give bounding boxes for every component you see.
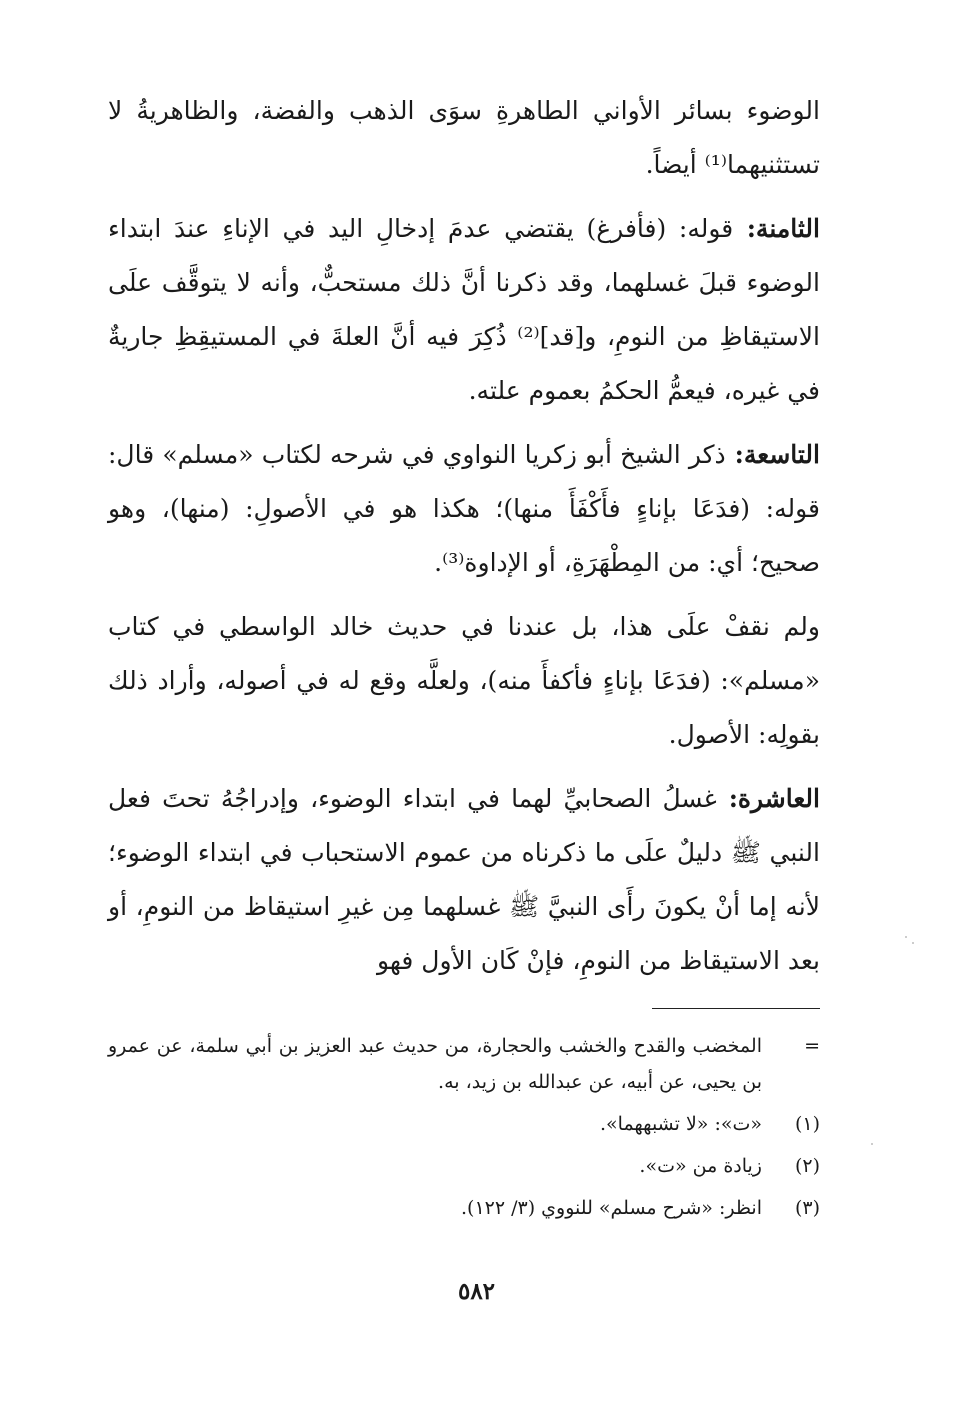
footnotes — [108, 1028, 820, 1232]
paragraph-1 — [108, 84, 820, 192]
footnote-marker: (٣) — [794, 1197, 820, 1219]
paragraph-text: قوله: (فأفرغ) يقتضي عدمَ إدخالِ اليد في الإناءِ عندَ ابتداء الوضوء قبلَ غسلهما، وقد ذكرنا أنَّ ذلك مستحبٌّ، وأنه لا يتوقَّف علَى الاستيقاظِ من النومِ، و[قد]⁽²⁾ ذُكِرَ فيه أنَّ العلةَ في المستيقِظِ جاريةٌ في غيره، فيعمُّ الحكمُ بعموم علته. — [108, 214, 820, 405]
footnote-text: «ت»: «لا تشبههما». — [599, 1113, 762, 1135]
page-number: ٥٨٢ — [457, 1278, 496, 1305]
paragraph-4 — [108, 600, 820, 762]
scan-speck — [871, 1143, 873, 1145]
paragraph-eighth — [108, 202, 820, 418]
paragraph-text: ذكر الشيخ أبو زكريا النواوي في شرحه لكتاب «مسلم» قال: قوله: (فدَعَا بإناءٍ فأَكْفَأَ منها)؛ هكذا هو في الأصولِ: (منها)، وهو صحيح؛ أي: من المِطْهَرَةِ، أو الإداوة⁽³⁾. — [108, 440, 820, 577]
scan-speck — [912, 942, 914, 944]
footnote-continuation — [108, 1028, 820, 1100]
footnote-text: المخضب والقدح والخشب والحجارة، من حديث عبد العزيز بن أبي سلمة، عن عمرو بن يحيى، عن أبيه، عن عبدالله بن زيد، به. — [108, 1035, 762, 1093]
main-text — [108, 84, 820, 998]
footnote-text: انظر: «شرح مسلم» للنووي (٣/ ١٢٢). — [460, 1197, 762, 1219]
footnote-marker: = — [804, 1035, 820, 1057]
footnote-marker: (٢) — [794, 1155, 820, 1177]
paragraph-ninth — [108, 428, 820, 590]
paragraph-heading: التاسعة: — [725, 440, 820, 469]
footnote-3 — [108, 1190, 820, 1226]
scan-speck — [905, 936, 907, 938]
footnote-2 — [108, 1148, 820, 1184]
footnote-1 — [108, 1106, 820, 1142]
footnote-text: زيادة من «ت». — [639, 1155, 762, 1177]
paragraph-heading: الثامنة: — [733, 214, 820, 243]
paragraph-text: ولم نقفْ علَى هذا، بل عندنا في حديث خالد الواسطي في كتاب «مسلم»: (فدَعَا بإناءٍ فأكفأَ منه)، ولعلَّه وقع له في أصوله، وأراد ذلك بقولِه: الأصول. — [108, 612, 820, 749]
paragraph-tenth — [108, 772, 820, 988]
footnote-marker: (١) — [794, 1113, 820, 1135]
footnote-separator — [652, 1008, 820, 1009]
paragraph-heading: العاشرة: — [716, 784, 820, 813]
paragraph-text: الوضوء بسائر الأواني الطاهرةِ سوَى الذهب والفضة، والظاهريةُ لا تستثنيهما⁽¹⁾ أيضاً. — [108, 96, 820, 179]
paragraph-text: غسلُ الصحابيِّ لهما في ابتداء الوضوء، وإدراجُهُ تحتَ فعل النبي ﷺ دليلٌ علَى ما ذكرناه من عموم الاستحباب في ابتداء الوضوء؛ لأنه إما أنْ يكونَ رأَى النبيَّ ﷺ غسلهما مِن غيرِ استيقاظ من النومِ، أو بعد الاستيقاظ من النومِ، فإنْ كَان الأول فهو — [108, 784, 820, 975]
